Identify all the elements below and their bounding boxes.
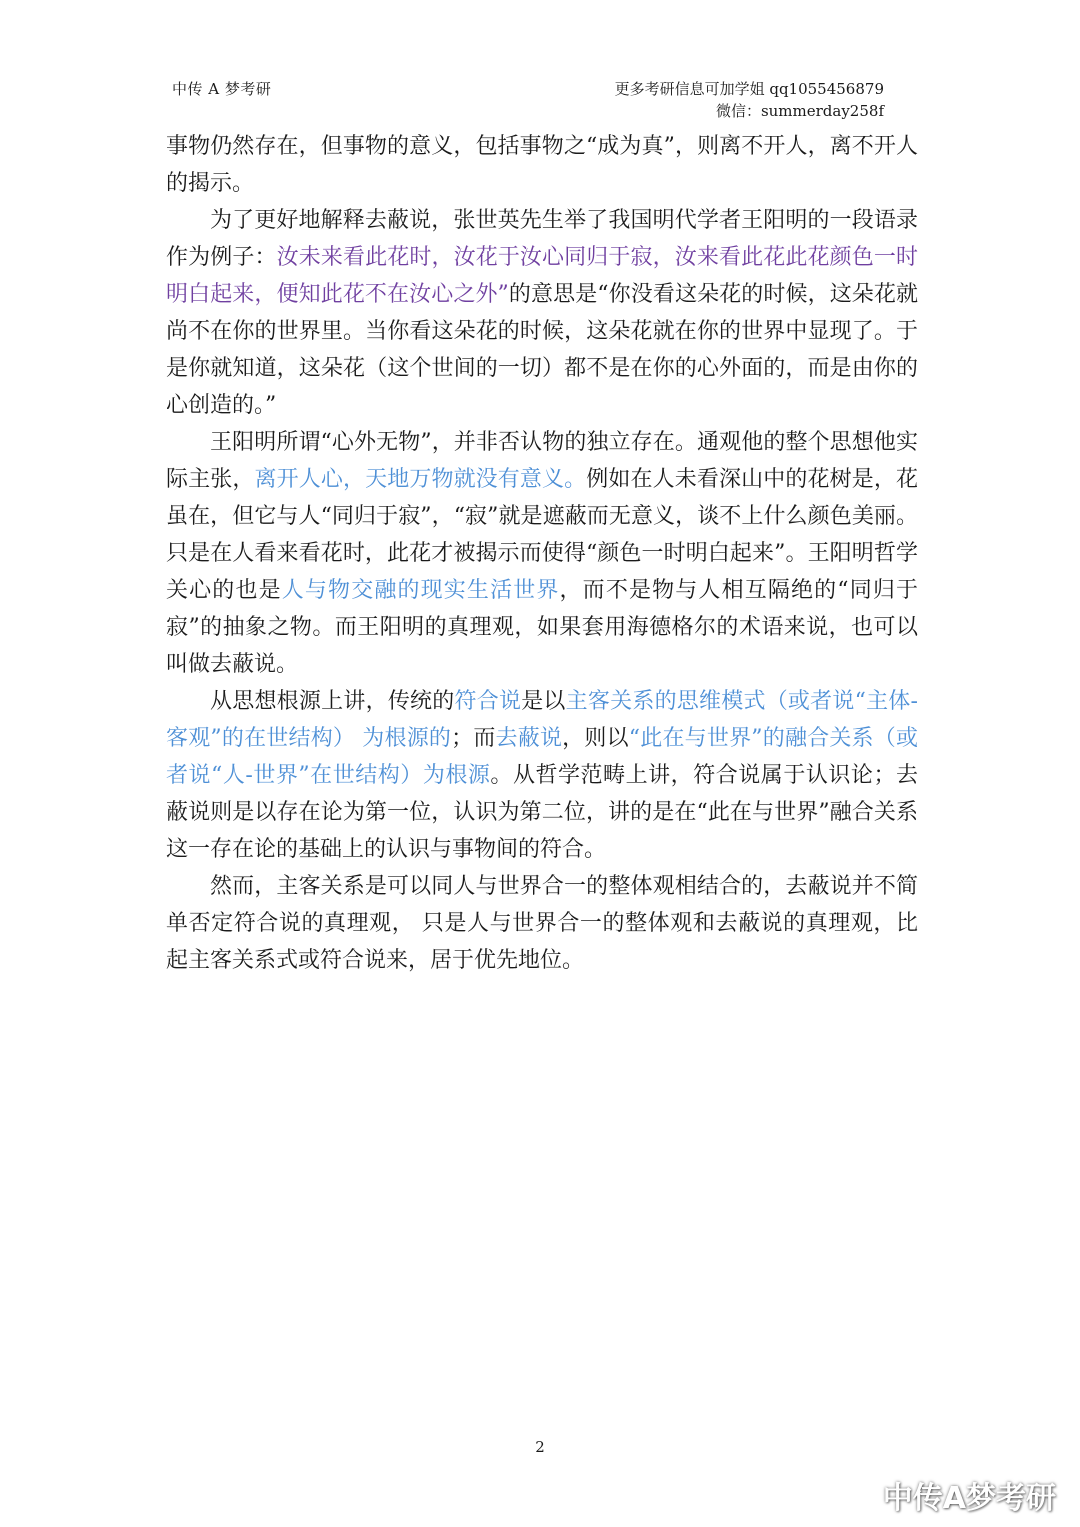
watermark-text: 中传A梦考研 xyxy=(882,1481,1056,1516)
header-right xyxy=(615,78,884,122)
paragraph-4-text-c: 是以 xyxy=(521,689,566,714)
paragraph-2-text-a: 为了更好地解释去蔽说，张世英先生举了我国明代学者王阳明的一段语录作为例子： xyxy=(166,208,918,270)
paragraph-3 xyxy=(166,424,918,683)
paragraph-3-text-e: ，而不是物与人相互隔绝的“同归于寂”的抽象之物。而王阳明的真理观，如果套用海德格尔的术语来说，也可以叫做去蔽说。 xyxy=(166,578,918,677)
paragraph-2 xyxy=(166,202,918,424)
paragraph-2-quote-highlight: 汝未来看此花时，汝花于汝心同归于寂，汝来看此花此花颜色一时明白起来，便知此花不在汝心之外” xyxy=(166,245,918,307)
paragraph-4-text-e: ；而 xyxy=(451,726,496,751)
paragraph-4-text-a: 从思想根源上讲，传统的 xyxy=(210,689,455,714)
paragraph-4-highlight-zhuke: 主客关系的思维模式（或者说“主体-客观”的在世结构） 为根源的 xyxy=(166,689,918,751)
paragraph-1: 事物仍然存在，但事物的意义，包括事物之“成为真”，则离不开人，离不开人的揭示。 xyxy=(166,134,918,196)
header-contact-qq: 更多考研信息可加学姐 qq1055456879 xyxy=(614,80,884,98)
paragraph-3-highlight-1: 离开人心，天地万物就没有意义。 xyxy=(254,467,587,492)
weibo-icon xyxy=(837,1478,877,1512)
paragraph-4 xyxy=(166,683,918,868)
paragraph-4-highlight-fuhe: 符合说 xyxy=(454,689,522,714)
paragraph-4-highlight-cizai: “此在与世界”的融合关系（或者说“人-世界”在世结构）为根源 xyxy=(166,726,918,788)
paragraph-4-highlight-qubi: 去蔽说 xyxy=(495,726,563,751)
paragraph-3-text-c: 例如在人未看深山中的花树是，花虽在，但它与人“同归于寂”，“寂”就是遮蔽而无意义，谈不上什么颜色美丽。只是在人看来看花时，此花才被揭示而使得“颜色一时明白起来”。王阳明哲学关心的也是 xyxy=(166,467,918,603)
paragraph-2-text-c: 的意思是“你没看这朵花的时候，这朵花就尚不在你的世界里。当你看这朵花的时候，这朵花就在你的世界中显现了。于是你就知道，这朵花（这个世间的一切）都不是在你的心外面的，而是由你的心创造的。” xyxy=(166,282,919,418)
paragraph-3-text-a: 王阳明所谓“心外无物”，并非否认物的独立存在。通观他的整个思想他实际主张， xyxy=(166,430,918,492)
paragraph-5: 然而，主客关系是可以同人与世界合一的整体观相结合的，去蔽说并不简单否定符合说的真理观， 只是人与世界合一的整体观和去蔽说的真理观，比起主客关系式或符合说来，居于优先地位。 xyxy=(166,874,918,973)
header-contact-wechat: 微信：summerday258f xyxy=(715,102,884,120)
weibo-watermark xyxy=(837,1473,1056,1517)
paragraph-3-highlight-2: 人与物交融的现实生活世界 xyxy=(281,578,560,603)
body-text xyxy=(166,128,918,979)
paragraph-4-text-g: ，则以 xyxy=(562,726,629,751)
header-left-text: 中传 A 梦考研 xyxy=(172,80,272,98)
paragraph-4-text-i: 。从哲学范畴上讲，符合说属于认识论；去蔽说则是以存在论为第一位，认识为第二位，讲的是在“此在与世界”融合关系这一存在论的基础上的认识与事物间的符合。 xyxy=(166,763,918,862)
page-number: 2 xyxy=(535,1438,545,1456)
